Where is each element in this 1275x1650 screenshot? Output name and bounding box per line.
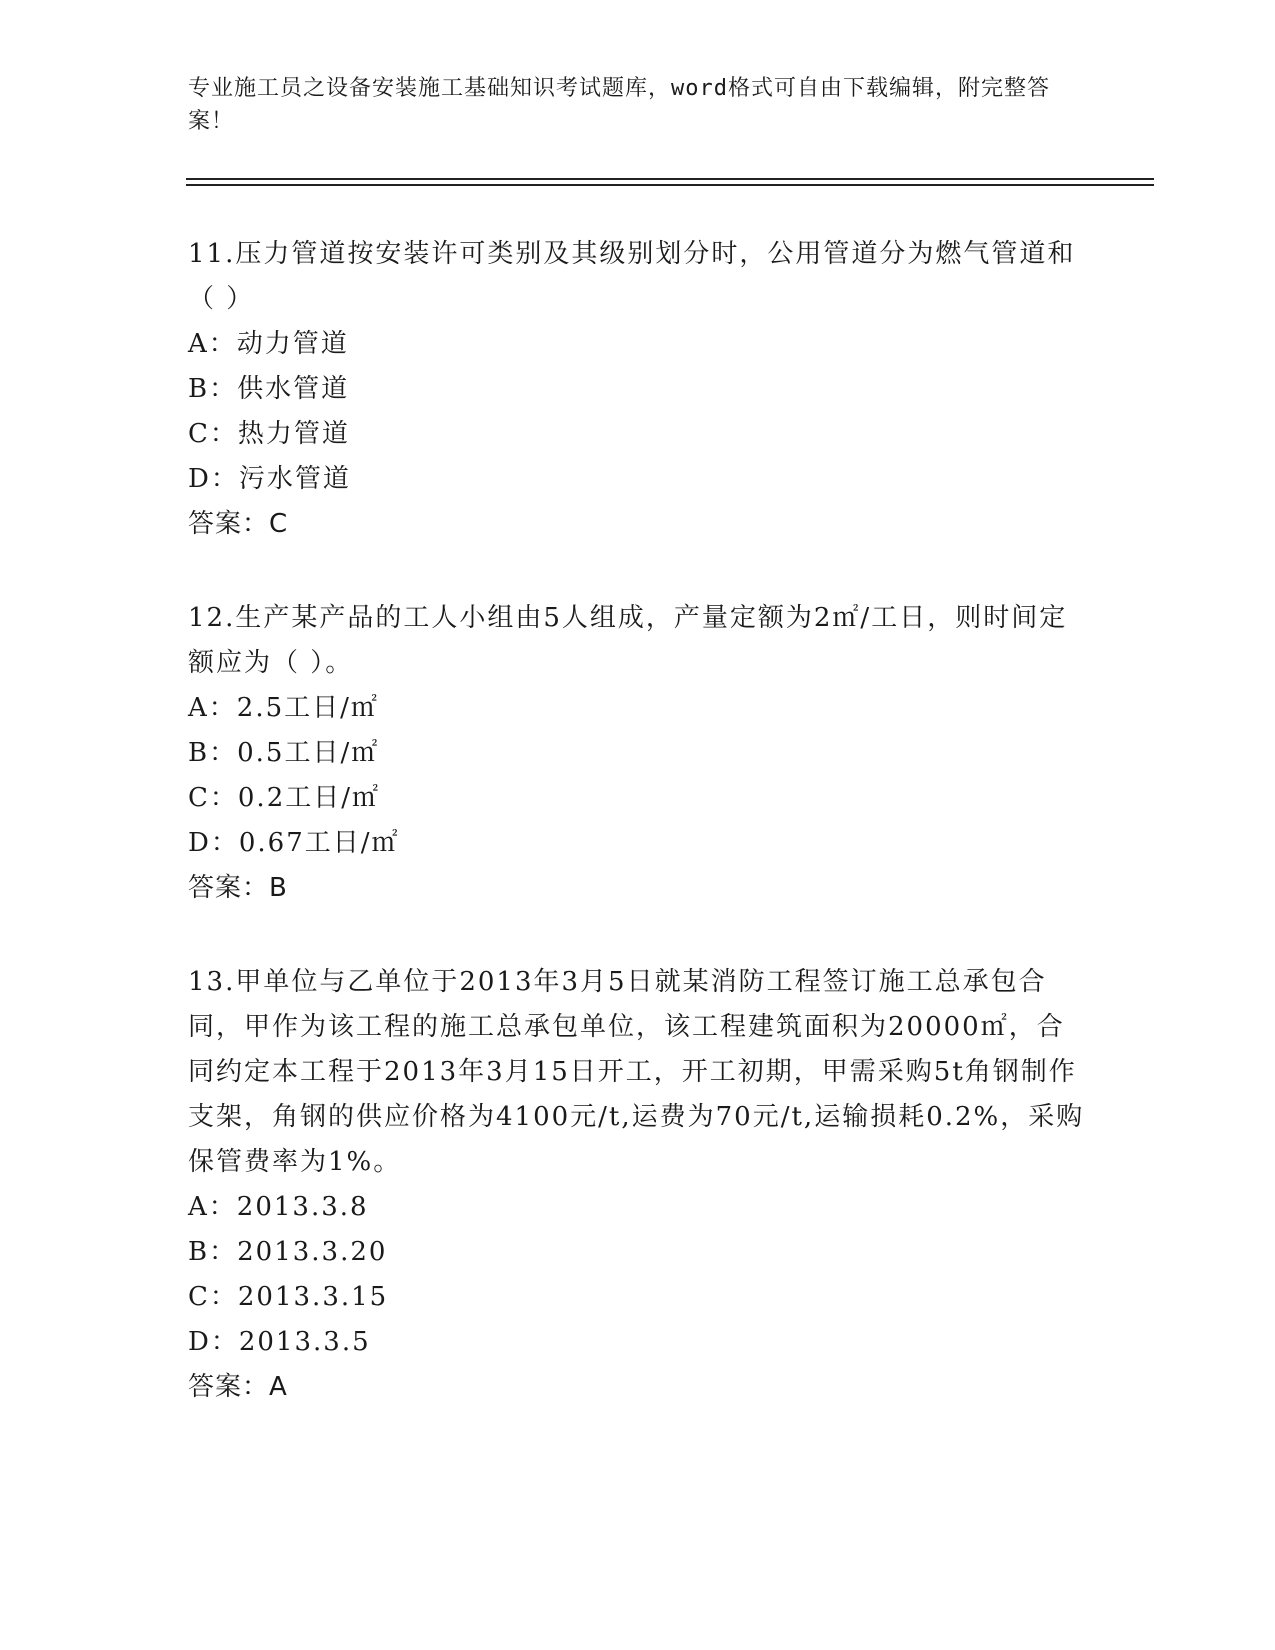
question-stem: 11.压力管道按安装许可类别及其级别划分时，公用管道分为燃气管道和（ ） <box>188 239 1076 314</box>
option-b: B：供水管道 <box>188 374 350 404</box>
option-b: B：0.5工日/㎡ <box>188 738 380 768</box>
option-c: C：0.2工日/㎡ <box>188 783 381 813</box>
question-11 <box>188 232 1088 547</box>
header-divider-bottom <box>186 184 1154 186</box>
option-a: A：2.5工日/㎡ <box>188 693 379 723</box>
answer-line: 答案：C <box>188 509 289 539</box>
question-stem: 13.甲单位与乙单位于2013年3月5日就某消防工程签订施工总承包合同，甲作为该工程的施工总承包单位，该工程建筑面积为20000㎡，合同约定本工程于2013年3月15日开工，开工初期，甲需采购5t角钢制作支架，角钢的供应价格为4100元/t,运费为70元/t,运输损耗0.2%，采购保管费率为1%。 <box>188 967 1085 1177</box>
option-d: D：污水管道 <box>188 464 351 494</box>
option-d: D：2013.3.5 <box>188 1327 371 1357</box>
option-b: B：2013.3.20 <box>188 1237 388 1267</box>
answer-line: 答案：A <box>188 1372 288 1402</box>
answer-line: 答案：B <box>188 873 288 903</box>
document-header: 专业施工员之设备安装施工基础知识考试题库，word格式可自由下载编辑，附完整答案！ <box>188 76 1050 134</box>
option-a: A：2013.3.8 <box>188 1192 369 1222</box>
option-d: D：0.67工日/㎡ <box>188 828 400 858</box>
question-12 <box>188 596 1088 911</box>
option-c: C：热力管道 <box>188 419 350 449</box>
question-13 <box>188 960 1088 1410</box>
question-stem: 12.生产某产品的工人小组由5人组成，产量定额为2㎡/工日，则时间定额应为（ ）。 <box>188 603 1068 678</box>
header-divider-top <box>186 178 1154 180</box>
option-a: A：动力管道 <box>188 329 349 359</box>
option-c: C：2013.3.15 <box>188 1282 389 1312</box>
